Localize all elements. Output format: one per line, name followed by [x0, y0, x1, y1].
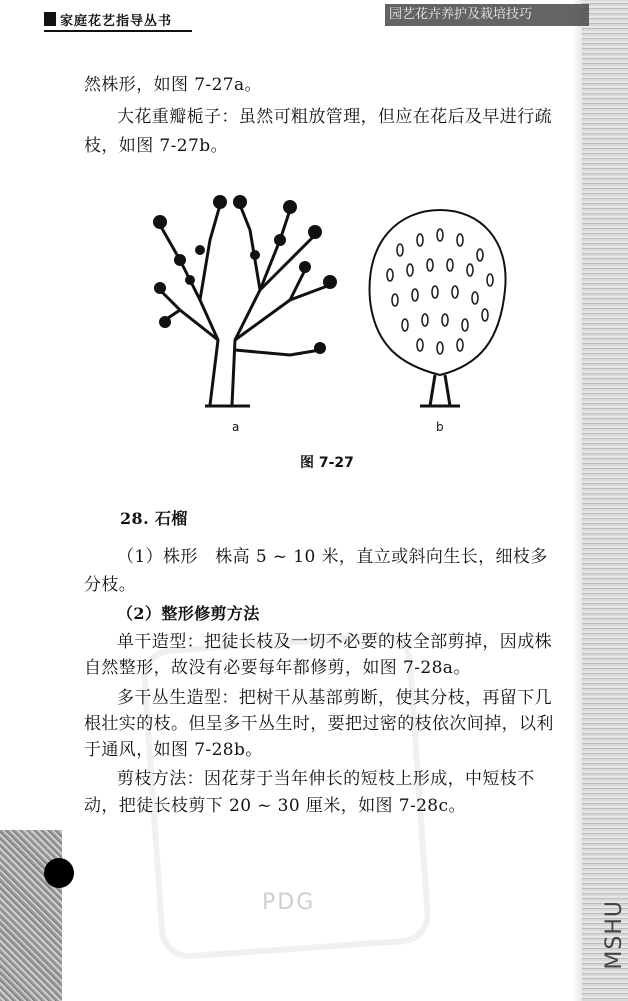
text-line: 然株形，如图 7-27a。 [84, 75, 262, 95]
text-line: 根壮实的枝。但呈多干丛生时，要把过密的枝依次间掉，以利 [84, 714, 554, 734]
text-line: 枝，如图 7-27b。 [84, 136, 228, 156]
text-line: 分枝。 [84, 575, 137, 595]
top-watermark: 园艺花卉养护及栽培技巧 [385, 4, 589, 26]
section-heading: 28. 石榴 [120, 509, 188, 528]
subheading: （2）整形修剪方法 [117, 604, 260, 623]
text-line: 于通风，如图 7-28b。 [84, 740, 263, 760]
series-title: 家庭花艺指导丛书 [60, 13, 173, 29]
text-line: 大花重瓣栀子：虽然可粗放管理，但应在花后及早进行疏 [117, 107, 552, 127]
running-header [44, 8, 172, 30]
figure-label-b: b [436, 420, 444, 434]
text-line: 动，把徒长枝剪下 20 ~ 30 厘米，如图 7-28c。 [84, 796, 466, 816]
side-watermark: MSHU [602, 900, 627, 970]
figure-7-27 [140, 180, 540, 420]
scan-edge-noise [582, 0, 628, 1001]
text-line: 剪枝方法：因花芽于当年伸长的短枝上形成，中短枝不 [117, 769, 535, 789]
scan-corner-noise [0, 830, 62, 1001]
scan-shadow [572, 0, 582, 1001]
figure-label-a: a [232, 420, 240, 434]
header-rule [44, 30, 192, 32]
figure-caption: 图 7-27 [300, 455, 354, 471]
stamp-watermark-text: PDG [262, 890, 316, 915]
shrub-b-illustration [370, 210, 506, 406]
text-line: （1）株形 株高 5 ~ 10 米，直立或斜向生长，细枝多 [117, 547, 548, 567]
text-line: 自然整形，故没有必要每年都修剪，如图 7-28a。 [84, 658, 471, 678]
header-marker-icon [44, 12, 56, 26]
ink-blot [44, 858, 74, 888]
text-line: 单干造型：把徒长枝及一切不必要的枝全部剪掉，因成株 [117, 632, 552, 652]
text-line: 多干丛生造型：把树干从基部剪断，使其分枝，再留下几 [117, 688, 552, 708]
shrub-a-illustration [160, 205, 330, 405]
